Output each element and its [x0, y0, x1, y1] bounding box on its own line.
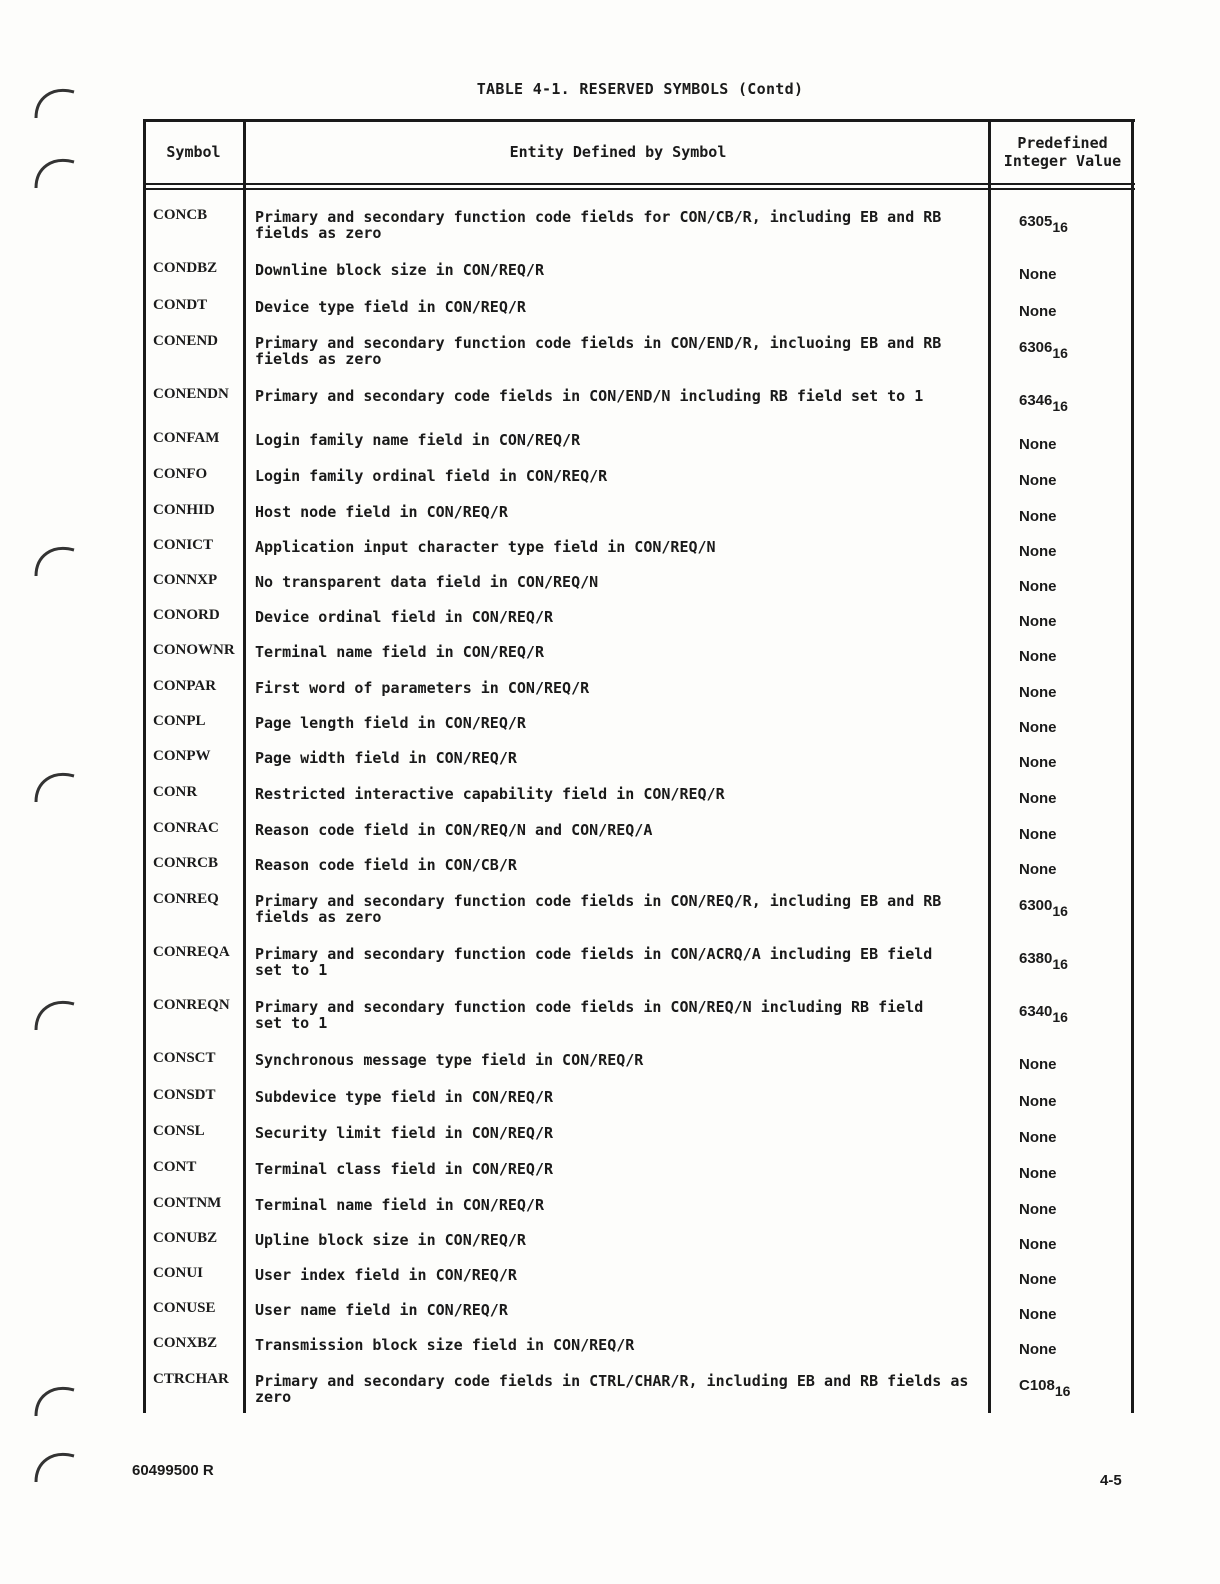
header-entity: Entity Defined by Symbol [509, 143, 727, 161]
symbol-cell: CONRCB [153, 855, 219, 871]
entity-cell: Subdevice type field in CON/REQ/R [255, 1088, 554, 1106]
symbol-cell: CONFAM [153, 430, 220, 446]
entity-cell: Synchronous message type field in CON/REQ/R [255, 1051, 644, 1069]
symbol-cell: CONEND [153, 333, 219, 349]
value-number: 6380 [1019, 950, 1053, 967]
entity-cell: Primary and secondary function code fields in CON/REQ/N including RB field set to 1 [255, 998, 924, 1032]
value-number: 6346 [1019, 392, 1053, 409]
entity-cell: Host node field in CON/REQ/R [255, 503, 508, 521]
header-value [992, 119, 1133, 185]
value-cell [1019, 1093, 1129, 1115]
value-number: None [1019, 684, 1057, 701]
symbol-cell: CONSCT [153, 1050, 216, 1066]
value-cell [1019, 684, 1129, 706]
value-cell [1019, 339, 1129, 361]
symbol-cell: CONSL [153, 1123, 205, 1139]
value-cell [1019, 861, 1129, 883]
entity-cell: Downline block size in CON/REQ/R [255, 261, 544, 279]
column-border [143, 119, 146, 1413]
entity-cell: Login family ordinal field in CON/REQ/R [255, 467, 608, 485]
header-value-line1: Predefined [1017, 134, 1108, 152]
entity-cell: Login family name field in CON/REQ/R [255, 431, 581, 449]
symbol-cell: CONCB [153, 207, 208, 223]
symbol-cell: CONUBZ [153, 1230, 218, 1246]
value-cell [1019, 472, 1129, 494]
binder-hole-mark [30, 764, 80, 804]
value-cell [1019, 303, 1129, 325]
entity-cell: Page length field in CON/REQ/R [255, 714, 526, 732]
value-number: None [1019, 543, 1057, 560]
binder-hole-mark [30, 992, 80, 1032]
binder-hole-mark [30, 1444, 80, 1484]
symbol-cell: CONUSE [153, 1300, 216, 1316]
binder-hole-mark [30, 150, 80, 190]
symbol-cell: CONRAC [153, 820, 219, 836]
value-number: None [1019, 790, 1057, 807]
value-number: None [1019, 1129, 1057, 1146]
symbol-cell: CONREQN [153, 997, 230, 1013]
value-cell [1019, 790, 1129, 812]
entity-cell: No transparent data field in CON/REQ/N [255, 573, 599, 591]
value-cell [1019, 1201, 1129, 1223]
value-cell [1019, 826, 1129, 848]
header-symbol: Symbol [166, 143, 221, 161]
document-number: 60499500 R [132, 1462, 214, 1479]
binder-hole-mark [30, 538, 80, 578]
entity-cell: Reason code field in CON/CB/R [255, 856, 517, 874]
value-base-subscript: 16 [1052, 956, 1068, 972]
symbol-cell: CONORD [153, 607, 220, 623]
value-cell [1019, 1129, 1129, 1151]
value-cell [1019, 543, 1129, 565]
column-border [1131, 119, 1134, 1413]
symbol-cell: CTRCHAR [153, 1371, 229, 1387]
value-number: None [1019, 754, 1057, 771]
symbol-cell: CONDT [153, 297, 208, 313]
symbol-cell: CONR [153, 784, 198, 800]
entity-cell: Page width field in CON/REQ/R [255, 749, 517, 767]
value-number: C108 [1019, 1377, 1055, 1394]
value-cell [1019, 1236, 1129, 1258]
value-cell [1019, 1165, 1129, 1187]
value-base-subscript: 16 [1052, 903, 1068, 919]
table-title: TABLE 4-1. RESERVED SYMBOLS (Contd) [476, 80, 804, 98]
value-number: None [1019, 1093, 1057, 1110]
symbol-cell: CONHID [153, 502, 215, 518]
entity-cell: Reason code field in CON/REQ/N and CON/REQ/A [255, 821, 653, 839]
entity-cell: Application input character type field in CON/REQ/N [255, 538, 716, 556]
entity-cell: Upline block size in CON/REQ/R [255, 1231, 526, 1249]
value-base-subscript: 16 [1052, 345, 1068, 361]
symbol-cell: CONICT [153, 537, 214, 553]
value-number: None [1019, 472, 1057, 489]
value-number: None [1019, 826, 1057, 843]
entity-cell: Primary and secondary function code fields in CON/ACRQ/A including EB field set to 1 [255, 945, 933, 979]
value-cell [1019, 613, 1129, 635]
value-number: None [1019, 1271, 1057, 1288]
value-base-subscript: 16 [1052, 219, 1068, 235]
symbol-cell: CONPL [153, 713, 206, 729]
value-number: None [1019, 303, 1057, 320]
binder-hole-mark [30, 1378, 80, 1418]
symbol-cell: CONUI [153, 1265, 204, 1281]
entity-cell: Terminal name field in CON/REQ/R [255, 1196, 544, 1214]
value-number: None [1019, 719, 1057, 736]
header-divider [143, 188, 1135, 190]
symbol-cell: CONREQ [153, 891, 219, 907]
symbol-cell: CONPAR [153, 678, 217, 694]
entity-cell: Primary and secondary code fields in CON/END/N including RB field set to 1 [255, 387, 924, 405]
symbol-cell: CONOWNR [153, 642, 235, 658]
entity-cell: Device ordinal field in CON/REQ/R [255, 608, 554, 626]
value-cell [1019, 1377, 1129, 1399]
value-number: None [1019, 578, 1057, 595]
entity-cell: User index field in CON/REQ/R [255, 1266, 517, 1284]
column-border [243, 119, 246, 1413]
reserved-symbols-table [143, 119, 1135, 1413]
value-cell [1019, 1003, 1129, 1025]
symbol-cell: CONNXP [153, 572, 218, 588]
value-cell [1019, 950, 1129, 972]
value-number: None [1019, 861, 1057, 878]
value-base-subscript: 16 [1054, 1383, 1071, 1399]
value-number: 6300 [1019, 897, 1053, 914]
value-number: 6305 [1019, 213, 1053, 230]
value-number: None [1019, 1341, 1057, 1358]
symbol-cell: CONPW [153, 748, 211, 764]
entity-cell: Security limit field in CON/REQ/R [255, 1124, 554, 1142]
entity-cell: Restricted interactive capability field in CON/REQ/R [255, 785, 725, 803]
symbol-cell: CONENDN [153, 386, 229, 402]
value-cell [1019, 648, 1129, 670]
value-cell [1019, 1271, 1129, 1293]
entity-cell: First word of parameters in CON/REQ/R [255, 679, 590, 697]
page-number: 4-5 [1100, 1472, 1122, 1489]
entity-cell: Primary and secondary function code fields in CON/REQ/R, including EB and RB fields as zero [255, 892, 942, 926]
value-number: None [1019, 436, 1057, 453]
value-base-subscript: 16 [1052, 398, 1068, 414]
value-number: 6306 [1019, 339, 1053, 356]
value-base-subscript: 16 [1052, 1009, 1068, 1025]
value-number: None [1019, 1306, 1057, 1323]
value-cell [1019, 719, 1129, 741]
entity-cell: Device type field in CON/REQ/R [255, 298, 526, 316]
entity-cell: Transmission block size field in CON/REQ/R [255, 1336, 635, 1354]
column-border [988, 119, 991, 1413]
header-value-line2: Integer Value [1003, 152, 1122, 170]
value-cell [1019, 1341, 1129, 1363]
symbol-cell: CONXBZ [153, 1335, 218, 1351]
symbol-cell: CONTNM [153, 1195, 222, 1211]
value-cell [1019, 578, 1129, 600]
value-number: None [1019, 1236, 1057, 1253]
value-cell [1019, 897, 1129, 919]
symbol-cell: CONREQA [153, 944, 230, 960]
value-cell [1019, 436, 1129, 458]
value-cell [1019, 392, 1129, 414]
value-number: None [1019, 1165, 1057, 1182]
value-cell [1019, 1306, 1129, 1328]
value-cell [1019, 213, 1129, 235]
value-cell [1019, 1056, 1129, 1078]
symbol-cell: CONSDT [153, 1087, 216, 1103]
value-number: None [1019, 1056, 1057, 1073]
value-cell [1019, 266, 1129, 288]
entity-cell: Terminal name field in CON/REQ/R [255, 643, 544, 661]
value-number: None [1019, 648, 1057, 665]
value-number: None [1019, 613, 1057, 630]
entity-cell: Terminal class field in CON/REQ/R [255, 1160, 554, 1178]
entity-cell: User name field in CON/REQ/R [255, 1301, 508, 1319]
value-number: None [1019, 508, 1057, 525]
value-cell [1019, 754, 1129, 776]
entity-cell: Primary and secondary function code fields for CON/CB/R, including EB and RB fields as zero [255, 208, 942, 242]
symbol-cell: CONT [153, 1159, 197, 1175]
entity-cell: Primary and secondary code fields in CTRL/CHAR/R, including EB and RB fields as zero [255, 1372, 969, 1406]
value-cell [1019, 508, 1129, 530]
value-number: 6340 [1019, 1003, 1053, 1020]
value-number: None [1019, 266, 1057, 283]
value-number: None [1019, 1201, 1057, 1218]
entity-cell: Primary and secondary function code fields in CON/END/R, incluoing EB and RB fields as zero [255, 334, 942, 368]
symbol-cell: CONDBZ [153, 260, 218, 276]
symbol-cell: CONFO [153, 466, 208, 482]
